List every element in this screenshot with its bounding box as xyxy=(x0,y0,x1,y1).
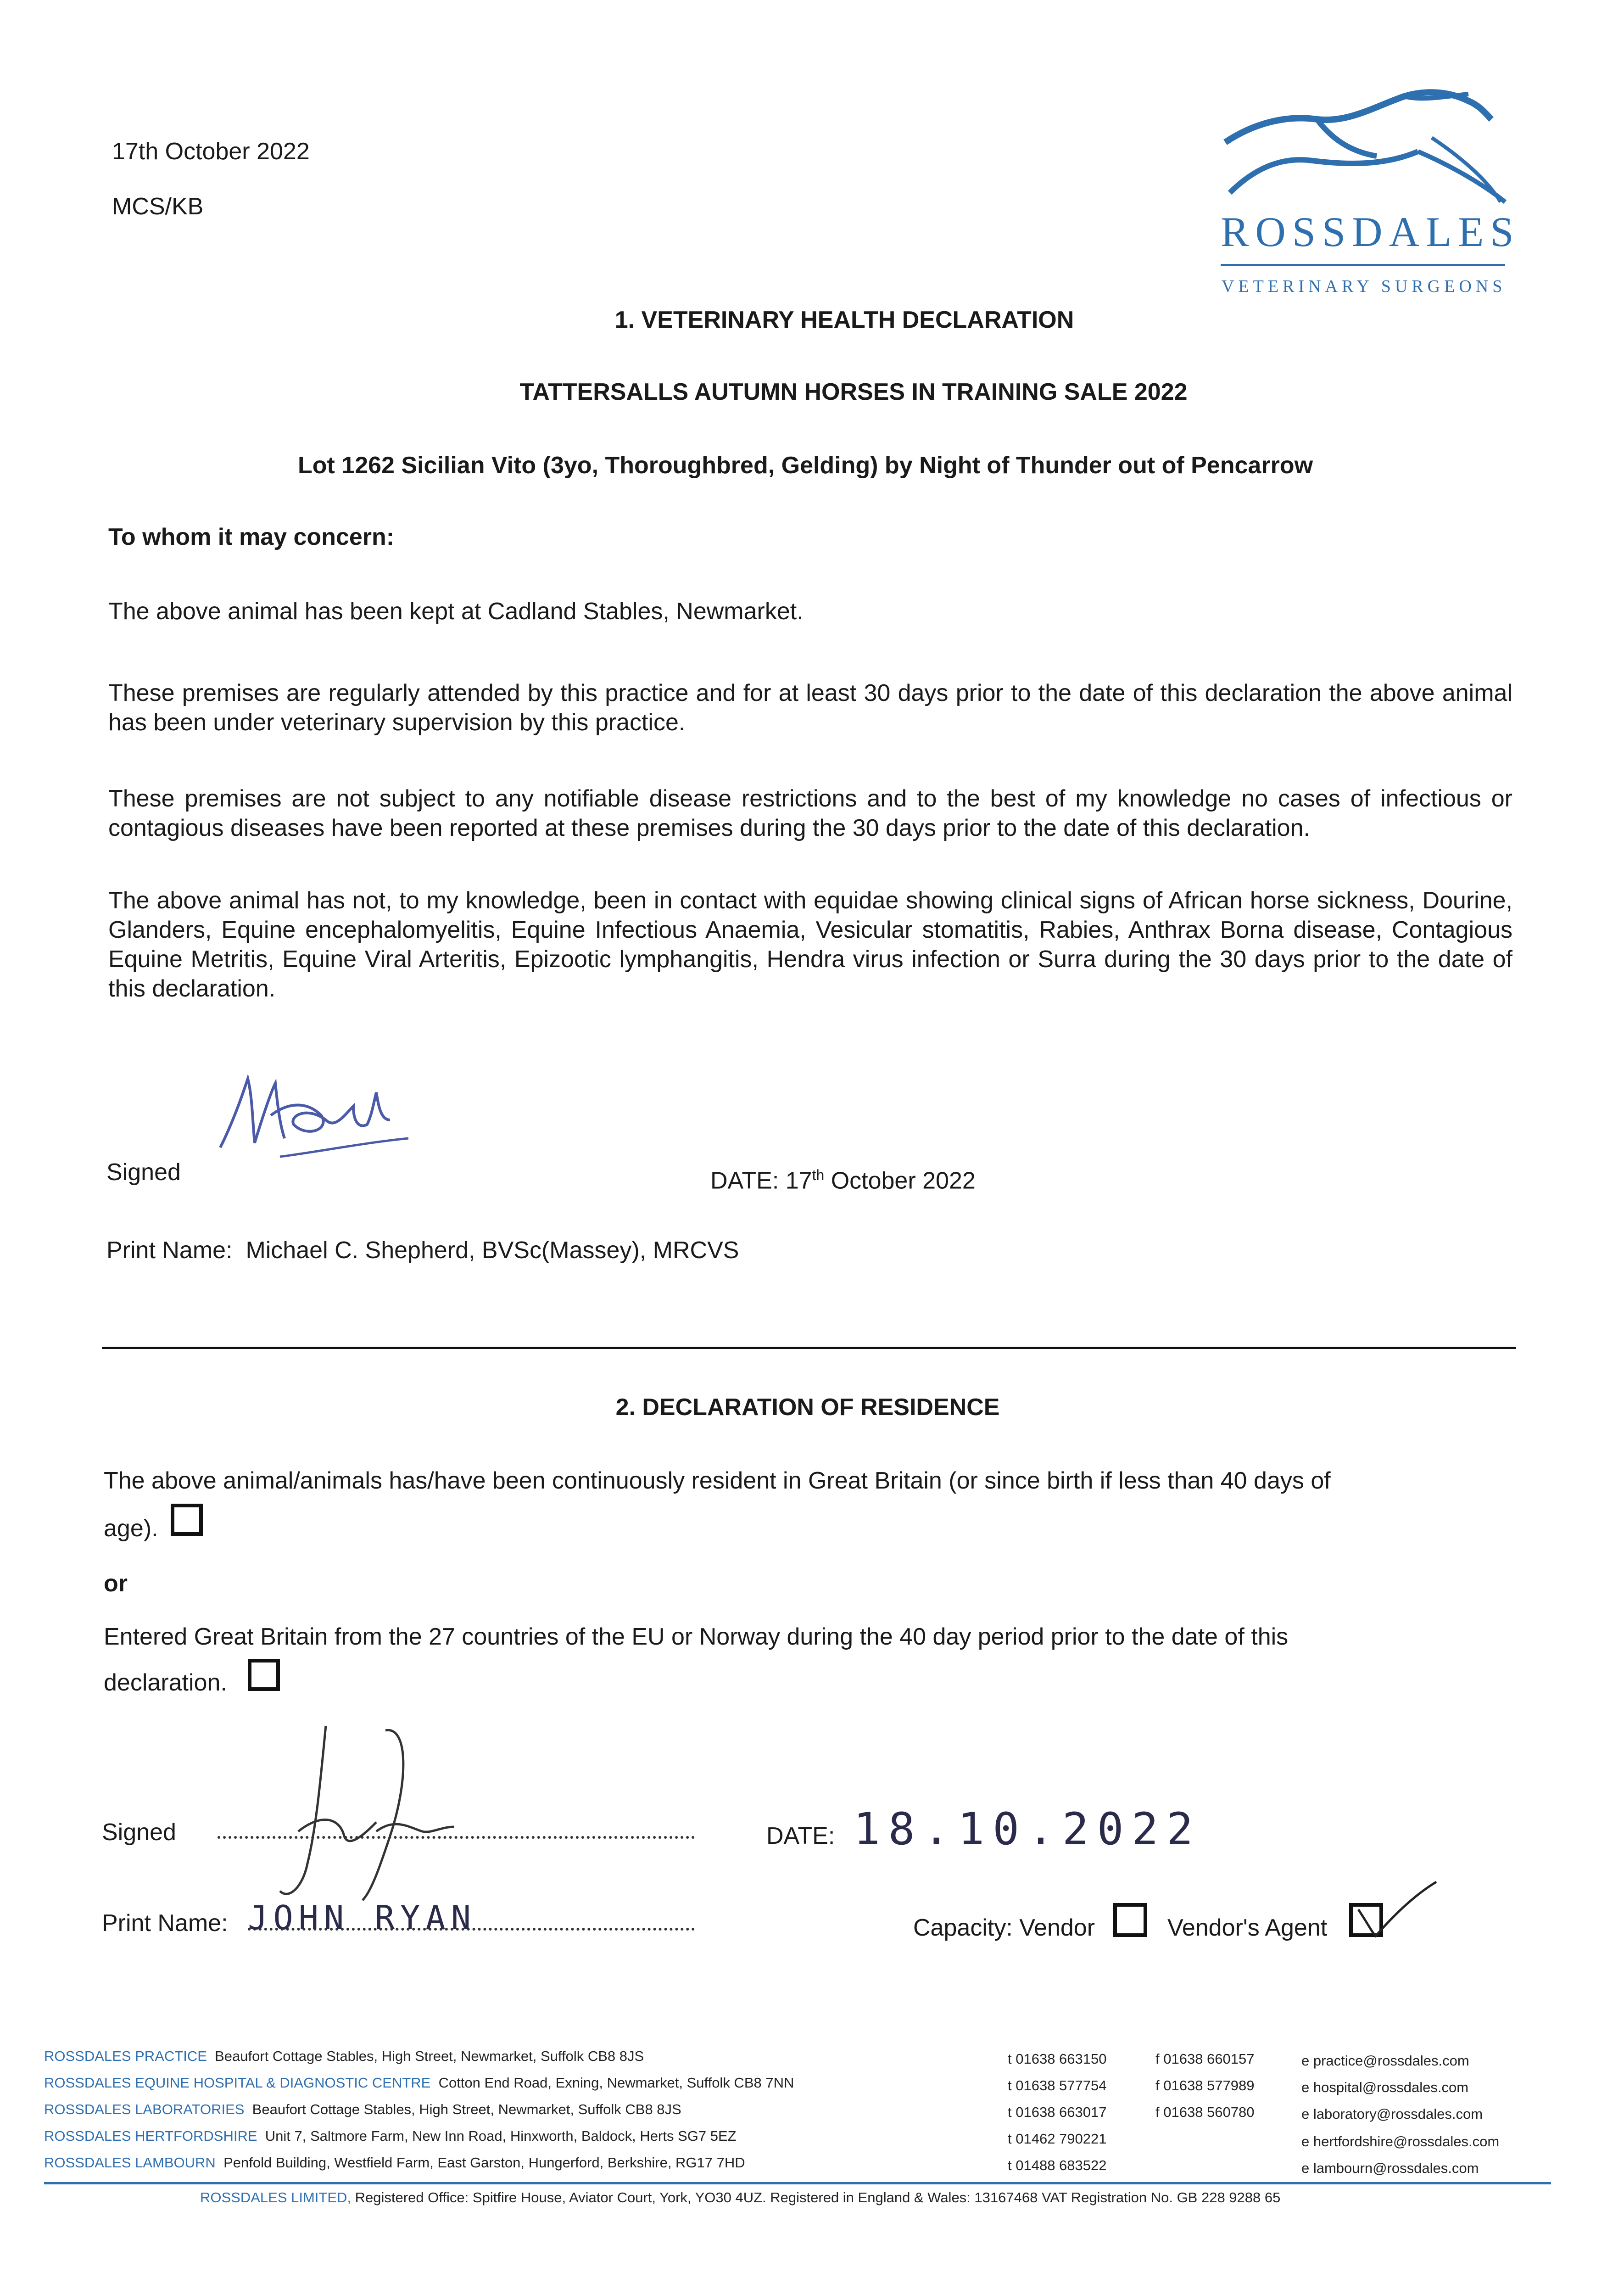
section2-heading: 2. DECLARATION OF RESIDENCE xyxy=(615,1394,1000,1421)
footer-address: Beaufort Cottage Stables, High Street, Newmarket, Suffolk CB8 8JS xyxy=(252,2101,681,2117)
section-divider xyxy=(102,1347,1516,1349)
vet-date-rest: October 2022 xyxy=(824,1167,976,1194)
footer-email-hertfordshire: e hertfordshire@rossdales.com xyxy=(1301,2133,1500,2149)
horse-logo-icon xyxy=(1211,87,1514,207)
vet-print-name xyxy=(106,1236,739,1265)
footer-email-hospital: e hospital@rossdales.com xyxy=(1301,2079,1469,2095)
footer-label: ROSSDALES EQUINE HOSPITAL & DIAGNOSTIC CENTRE xyxy=(44,2075,431,2091)
capacity-vendor-label: Capacity: Vendor xyxy=(913,1914,1095,1941)
footer-label: ROSSDALES HERTFORDSHIRE xyxy=(44,2128,257,2144)
vendor-signature xyxy=(271,1717,463,1909)
paragraph-no-contact: The above animal has not, to my knowledge, been in contact with equidae showing clinical signs of African horse sickness, Dourine, Glanders, Equine encephalomyelitis, Equine Infectious Anaemia, Vesicular stomatitis, Rabies, Anthrax Borna disease, Contagious Equine Metritis, Equine Viral Arteritis, Epizootic lymphangitis, Hendra virus infection or Surra during the 30 days prior to the date of this declaration. xyxy=(108,887,1512,1002)
footer-divider xyxy=(44,2182,1551,2184)
footer-tel-hertfordshire: t 01462 790221 xyxy=(1008,2131,1107,2147)
logo-divider xyxy=(1221,264,1505,266)
footer-address: Cotton End Road, Exning, Newmarket, Suffolk CB8 7NN xyxy=(438,2075,794,2091)
footer-row-hospital xyxy=(44,2074,794,2092)
footer-tel-hospital: t 01638 577754 xyxy=(1008,2077,1107,2093)
footer-label: ROSSDALES PRACTICE xyxy=(44,2048,207,2064)
footer-registered-text: Registered Office: Spitfire House, Aviator Court, York, YO30 4UZ. Registered in England & Wales: 13167468 VAT Registration No. GB 228 9288 65 xyxy=(355,2189,1281,2205)
checkmark-icon xyxy=(1349,1877,1441,1942)
vet-signed-label: Signed xyxy=(106,1159,181,1186)
paragraph-supervision: These premises are regularly attended by this practice and for at least 30 days prior to the date of this declaration the above animal has been under veterinary supervision by this practice. xyxy=(108,680,1512,736)
footer-label: ROSSDALES LAMBOURN xyxy=(44,2155,216,2171)
footer-address: Penfold Building, Westfield Farm, East Garston, Hungerford, Berkshire, RG17 7HD xyxy=(223,2155,745,2171)
footer-label: ROSSDALES LABORATORIES xyxy=(44,2101,245,2117)
footer-email-practice: e practice@rossdales.com xyxy=(1301,2053,1469,2069)
footer-fax-practice: f 01638 660157 xyxy=(1155,2051,1255,2067)
residence-option2-line1: Entered Great Britain from the 27 countries of the EU or Norway during the 40 day period prior to the date of this xyxy=(104,1623,1289,1650)
letter-reference: MCS/KB xyxy=(112,193,204,220)
letter-date: 17th October 2022 xyxy=(112,138,310,165)
vet-date-label: DATE: xyxy=(710,1167,786,1194)
vet-signature xyxy=(216,1065,418,1170)
vet-print-name-value: Michael C. Shepherd, BVSc(Massey), MRCVS xyxy=(246,1237,739,1264)
footer-address: Unit 7, Saltmore Farm, New Inn Road, Hinxworth, Baldock, Herts SG7 5EZ xyxy=(265,2128,737,2144)
residence-option2-line2: declaration. xyxy=(104,1669,227,1696)
footer-tel-laboratories: t 01638 663017 xyxy=(1008,2104,1107,2120)
vet-date xyxy=(710,1160,976,1195)
footer-row-laboratories xyxy=(44,2100,681,2119)
salutation: To whom it may concern: xyxy=(108,524,395,550)
vendor-print-name-label: Print Name: xyxy=(102,1910,228,1937)
section1-subheading: TATTERSALLS AUTUMN HORSES IN TRAINING SALE 2022 xyxy=(519,379,1188,405)
footer-registered xyxy=(200,2189,1280,2207)
capacity-vendors-agent-label: Vendor's Agent xyxy=(1167,1914,1328,1941)
footer-row-practice xyxy=(44,2047,644,2066)
footer-row-lambourn xyxy=(44,2154,745,2172)
vendor-date-label: DATE: xyxy=(766,1823,835,1849)
footer-fax-hospital: f 01638 577989 xyxy=(1155,2077,1255,2093)
logo-name: ROSSDALES xyxy=(1221,208,1520,255)
vendor-signed-label: Signed xyxy=(102,1819,176,1846)
footer-tel-practice: t 01638 663150 xyxy=(1008,2051,1107,2067)
footer-registered-label: ROSSDALES LIMITED, xyxy=(200,2189,352,2205)
residence-option1-checkbox[interactable] xyxy=(171,1504,203,1536)
rossdales-logo xyxy=(1211,87,1520,312)
capacity-vendor-checkbox[interactable] xyxy=(1113,1903,1147,1937)
or-label: or xyxy=(104,1570,128,1597)
paragraph-kept-at: The above animal has been kept at Cadland Stables, Newmarket. xyxy=(108,598,804,625)
residence-option2-checkbox[interactable] xyxy=(248,1659,280,1691)
section1-heading: 1. VETERINARY HEALTH DECLARATION xyxy=(614,307,1074,333)
vendor-date-handwritten: 18.10.2022 xyxy=(854,1803,1201,1855)
footer-email-laboratories: e laboratory@rossdales.com xyxy=(1301,2106,1483,2122)
vet-date-day: 17 xyxy=(785,1167,812,1194)
footer-fax-laboratories: f 01638 560780 xyxy=(1155,2104,1255,2120)
lot-line: Lot 1262 Sicilian Vito (3yo, Thoroughbred, Gelding) by Night of Thunder out of Pencarrow xyxy=(297,452,1313,479)
paragraph-no-restrictions: These premises are not subject to any notifiable disease restrictions and to the best of my knowledge no cases of infectious or contagious diseases have been reported at these premises during the 30 days prior to the date of this declaration. xyxy=(108,785,1512,841)
vendor-print-name-handwritten: JOHN RYAN xyxy=(248,1898,477,1937)
residence-option1-line2: age). xyxy=(104,1515,158,1542)
footer-row-hertfordshire xyxy=(44,2127,737,2145)
footer-address: Beaufort Cottage Stables, High Street, Newmarket, Suffolk CB8 8JS xyxy=(215,2048,644,2064)
vet-date-suffix: th xyxy=(812,1167,825,1183)
footer-tel-lambourn: t 01488 683522 xyxy=(1008,2157,1107,2173)
residence-option1-line1: The above animal/animals has/have been continuously resident in Great Britain (or since birth if less than 40 days of xyxy=(104,1467,1331,1494)
footer-email-lambourn: e lambourn@rossdales.com xyxy=(1301,2160,1479,2176)
vet-print-name-label: Print Name: xyxy=(106,1237,233,1264)
logo-tagline: VETERINARY SURGEONS xyxy=(1222,277,1507,296)
